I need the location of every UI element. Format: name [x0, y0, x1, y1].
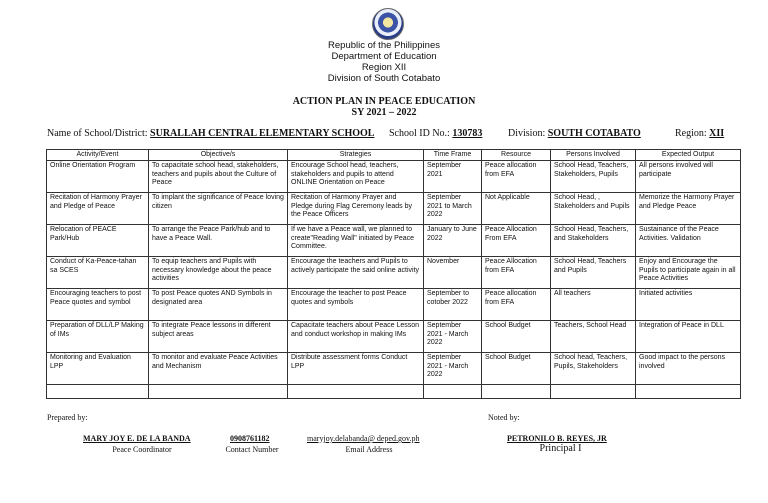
table-cell-empty: [47, 385, 149, 399]
table-cell: September 2021: [424, 161, 482, 193]
table-cell: Distribute assessment forms Conduct LPP: [288, 353, 424, 385]
table-cell: School Head, , Stakeholders and Pupils: [551, 193, 636, 225]
table-cell: September to cotober 2022: [424, 289, 482, 321]
column-header: Strategies: [288, 150, 424, 161]
table-cell: November: [424, 257, 482, 289]
document-title: ACTION PLAN IN PEACE EDUCATION: [292, 96, 476, 107]
table-cell: Encourage the teachers and Pupils to actively participate the said online activity: [288, 257, 424, 289]
school-value: SURALLAH CENTRAL ELEMENTARY SCHOOL: [150, 128, 375, 139]
table-cell: Peace allocation from EFA: [482, 289, 551, 321]
table-cell: If we have a Peace wall, we planned to create"Reading Wall" initiated by Peace Committee.: [288, 225, 424, 257]
division-label: Division:: [508, 128, 546, 139]
table-cell: September 2021 - March 2022: [424, 353, 482, 385]
table-cell-empty: [424, 385, 482, 399]
column-header: Objective/s: [149, 150, 288, 161]
table-cell: Memorize the Harmony Prayer and Pledge Peace: [636, 193, 741, 225]
prepared-by-label: Prepared by:: [47, 413, 88, 422]
table-cell: Initiated activities: [636, 289, 741, 321]
school-label: Name of School/District:: [47, 128, 148, 139]
column-header: Resource: [482, 150, 551, 161]
table-cell: School Budget: [482, 353, 551, 385]
table-cell-empty: [482, 385, 551, 399]
table-cell: Recitation of Harmony Prayer and Pledge during Flag Ceremony leads by the Peace Officers: [288, 193, 424, 225]
table-cell: Recitation of Harmony Prayer and Pledge of Peace: [47, 193, 149, 225]
header-line-department: Department of Education: [331, 51, 437, 62]
noted-by-label: Noted by:: [488, 413, 520, 422]
school-id-value: 130783: [452, 128, 483, 139]
table-row: [47, 193, 741, 225]
noter-role: Principal I: [539, 443, 582, 454]
preparer-role: Peace Coordinator: [112, 445, 172, 454]
header-line-division: Division of South Cotabato: [327, 73, 441, 84]
table-cell: Encourage School head, teachers, stakeholders and pupils to attend ONLINE Orientation on Peace: [288, 161, 424, 193]
table-cell: January to June 2022: [424, 225, 482, 257]
table-cell: To arrange the Peace Park/hub and to have a Peace Wall.: [149, 225, 288, 257]
table-cell: Conduct of Ka-Peace-tahan sa SCES: [47, 257, 149, 289]
column-header: Expected Output: [636, 150, 741, 161]
deped-seal-icon: [372, 8, 404, 40]
contact-number-label: Contact Number: [225, 445, 279, 454]
table-cell: Encourage the teacher to post Peace quotes and symbols: [288, 289, 424, 321]
table-cell-empty: [636, 385, 741, 399]
region-info: [675, 128, 724, 139]
division-value: SOUTH COTABATO: [547, 128, 641, 139]
noter-name: PETRONILO B. REYES, JR: [507, 434, 607, 443]
region-label: Region:: [675, 128, 707, 139]
table-row: [47, 353, 741, 385]
table-cell: Encouraging teachers to post Peace quotes and symbol: [47, 289, 149, 321]
table-cell: To integrate Peace lessons in different subject areas: [149, 321, 288, 353]
table-cell: Not Applicable: [482, 193, 551, 225]
table-row: [47, 289, 741, 321]
table-cell: To post Peace quotes AND Symbols in designated area: [149, 289, 288, 321]
school-info: [47, 128, 374, 139]
preparer-name: MARY JOY E. DE LA BANDA: [83, 434, 191, 443]
table-cell: Enjoy and Encourage the Pupils to participate again in all Peace Activities: [636, 257, 741, 289]
table-cell: Teachers, School Head: [551, 321, 636, 353]
action-plan-table: [46, 149, 741, 399]
header-line-republic: Republic of the Philippines: [328, 40, 440, 51]
table-cell: Preparation of DLL/LP Making of IMs: [47, 321, 149, 353]
table-cell: September 2021 to March 2022: [424, 193, 482, 225]
table-row: [47, 225, 741, 257]
table-cell: Peace Allocation From EFA: [482, 225, 551, 257]
table-cell: To capacitate school head, stakeholders, teachers and pupils about the Culture of Peace: [149, 161, 288, 193]
region-value: XII: [709, 128, 725, 139]
school-id-label: School ID No.:: [389, 128, 450, 139]
table-row: [47, 161, 741, 193]
table-cell: School Head, Teachers, and Stakeholders: [551, 225, 636, 257]
table-cell: Monitoring and Evaluation LPP: [47, 353, 149, 385]
table-cell: School Head, Teachers and Pupils: [551, 257, 636, 289]
column-header: Activity/Event: [47, 150, 149, 161]
table-cell: September 2021 - March 2022: [424, 321, 482, 353]
contact-number: 0908761182: [230, 434, 270, 443]
table-cell-empty: [551, 385, 636, 399]
table-cell: All teachers: [551, 289, 636, 321]
email-address-label: Email Address: [345, 445, 393, 454]
table-cell: Integration of Peace in DLL: [636, 321, 741, 353]
table-cell: Peace allocation from EFA: [482, 161, 551, 193]
table-cell: To equip teachers and Pupils with necessary knowledge about the peace activities: [149, 257, 288, 289]
table-cell: All persons involved will participate: [636, 161, 741, 193]
document-subtitle: SY 2021 – 2022: [351, 107, 417, 118]
table-cell: Sustainance of the Peace Activities. Validation: [636, 225, 741, 257]
table-cell: Peace Allocation from EFA: [482, 257, 551, 289]
table-cell: To monitor and evaluate Peace Activities and Mechanism: [149, 353, 288, 385]
table-cell: School Head, Teachers, Stakeholders, Pupils: [551, 161, 636, 193]
table-cell: Capacitate teachers about Peace Lesson and conduct workshop in making IMs: [288, 321, 424, 353]
header-line-region: Region XII: [361, 62, 407, 73]
division-info: [508, 128, 641, 139]
table-row-empty: [47, 385, 741, 399]
email-address: maryjoy.delabanda@ deped.gov.ph: [307, 434, 420, 443]
table-header-row: [47, 150, 741, 161]
table-cell: School Budget: [482, 321, 551, 353]
column-header: Time Frame: [424, 150, 482, 161]
table-cell: Online Orientation Program: [47, 161, 149, 193]
table-cell: Good impact to the persons involved: [636, 353, 741, 385]
table-cell: Relocation of PEACE Park/Hub: [47, 225, 149, 257]
table-cell-empty: [288, 385, 424, 399]
table-cell: To implant the significance of Peace loving citizen: [149, 193, 288, 225]
column-header: Persons Involved: [551, 150, 636, 161]
table-row: [47, 321, 741, 353]
table-cell: School head, Teachers, Pupils, Stakeholders: [551, 353, 636, 385]
table-cell-empty: [149, 385, 288, 399]
table-row: [47, 257, 741, 289]
school-id-info: [389, 128, 482, 139]
